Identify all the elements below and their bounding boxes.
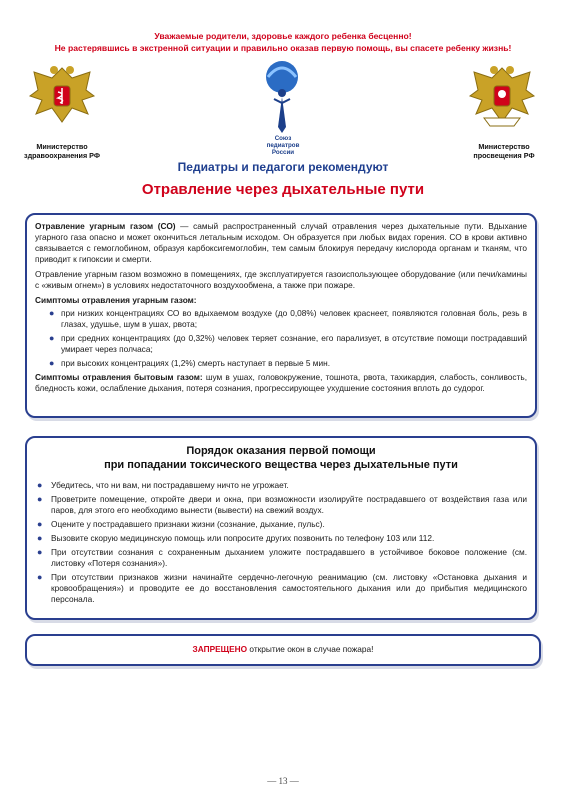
page-number: — 13 — bbox=[267, 776, 299, 786]
list-item-text: Оцените у пострадавшего признаки жизни (сознание, дыхание, пульс). bbox=[51, 519, 325, 529]
pediatricians-union-caption bbox=[255, 135, 311, 156]
list-item bbox=[35, 358, 527, 369]
first-aid-title-line-2: при попадании токсического вещества через дыхательные пути bbox=[104, 459, 458, 471]
org-center-line-3: России bbox=[271, 149, 295, 156]
household-gas-paragraph bbox=[35, 372, 527, 394]
bullet-icon: ● bbox=[49, 358, 55, 368]
org-left-line-1: Министерство bbox=[36, 142, 88, 151]
list-item bbox=[35, 519, 527, 530]
first-aid-title bbox=[35, 444, 527, 472]
warning-box bbox=[25, 634, 541, 666]
co-definition-paragraph bbox=[35, 221, 527, 265]
warning-text: открытие окон в случае пожара! bbox=[247, 644, 374, 654]
co-definition-text: — самый распространенный случай отравления через дыхательные пути. Вдыхание угарного газа опасно и может окончиться летальным исходом. Он образуется при любых видах горения. СО в крови активно связывается с гемоглобином, образуя карбоксигемоглобин, тем самым блокируя передачу кислорода органам и тканям, что приводит к гипоксии и смерти. bbox=[35, 221, 527, 264]
list-item-text: при средних концентрациях (до 0,32%) человек теряет сознание, его парализует, в отсутствие помощи пострадавший умирает через полчаса; bbox=[61, 333, 527, 354]
list-item-text: При отсутствии признаков жизни начинайте сердечно-легочную реанимацию (см. листовку «Остановка дыхания и кровообращения») и проводите ее до восстановления самостоятельного дыхания или до прибытия медицинского персонала. bbox=[51, 572, 527, 604]
poisoning-info-box bbox=[25, 213, 537, 418]
co-symptoms-heading bbox=[35, 295, 527, 306]
list-item bbox=[35, 533, 527, 544]
bullet-icon: ● bbox=[37, 533, 43, 543]
org-right-line-2: просвещения РФ bbox=[473, 151, 535, 160]
org-center-line-2: педиатров bbox=[266, 142, 300, 149]
household-gas-heading: Симптомы отравления бытовым газом: bbox=[35, 372, 203, 382]
bullet-icon: ● bbox=[37, 494, 43, 504]
recommendation-subtitle: Педиатры и педагоги рекомендуют bbox=[177, 160, 389, 174]
list-item bbox=[35, 333, 527, 355]
appeal-line-2: Не растерявшись в экстренной ситуации и правильно оказав первую помощь, вы спасете ребенку жизнь! bbox=[54, 43, 512, 53]
list-item bbox=[35, 547, 527, 569]
co-symptoms-heading-text: Симптомы отравления угарным газом: bbox=[35, 295, 197, 305]
list-item-text: При отсутствии сознания с сохраненным дыханием уложите пострадавшего в устойчивое боковое положение (см. листовку «Потеря сознания»). bbox=[51, 547, 527, 568]
list-item-text: при низких концентрациях СО во вдыхаемом воздухе (до 0,08%) человек краснеет, появляются головная боль, резь в глазах, удушье, шум в ушах, рвота; bbox=[61, 308, 527, 329]
list-item bbox=[35, 572, 527, 605]
list-item-text: при высоких концентрациях (1,2%) смерть наступает в первые 5 мин. bbox=[61, 358, 331, 368]
first-aid-steps-list bbox=[35, 480, 527, 605]
bullet-icon: ● bbox=[49, 308, 55, 318]
bullet-icon: ● bbox=[49, 333, 55, 343]
co-symptoms-list bbox=[35, 308, 527, 369]
bullet-icon: ● bbox=[37, 572, 43, 582]
first-aid-box bbox=[25, 436, 537, 620]
household-gas-text: шум в ушах, головокружение, тошнота, рвота, тахикардия, слабость, сонливость, бледность кожи, ослабление дыхания, потеря сознания, прогрессирующее ухудшение состояния вплоть до судорог. bbox=[35, 372, 527, 393]
bullet-icon: ● bbox=[37, 480, 43, 490]
warning-keyword: ЗАПРЕЩЕНО bbox=[192, 644, 248, 654]
co-conditions-paragraph: Отравление угарным газом возможно в помещениях, где эксплуатируется газоиспользующее оборудование (или печи/камины с «живым огнем») в условиях недостаточного воздухообмена, а также при пожаре. bbox=[35, 269, 527, 290]
org-right-line-1: Министерство bbox=[478, 142, 530, 151]
education-ministry-emblem-icon bbox=[462, 60, 542, 132]
bullet-icon: ● bbox=[37, 547, 43, 557]
education-ministry-caption bbox=[452, 142, 556, 160]
appeal-line-1: Уважаемые родители, здоровье каждого ребенка бесценно! bbox=[154, 31, 412, 41]
bullet-icon: ● bbox=[37, 519, 43, 529]
org-center-line-1: Союз bbox=[274, 135, 292, 142]
list-item-text: Вызовите скорую медицинскую помощь или попросите других позвонить по телефону 103 или 112. bbox=[51, 533, 435, 543]
health-ministry-caption bbox=[10, 142, 114, 160]
list-item bbox=[35, 480, 527, 491]
appeal-header bbox=[0, 30, 566, 54]
org-left-line-2: здравоохранения РФ bbox=[24, 151, 100, 160]
list-item bbox=[35, 308, 527, 330]
page-title: Отравление через дыхательные пути bbox=[141, 181, 425, 198]
co-term: Отравление угарным газом (СО) bbox=[35, 221, 176, 231]
list-item-text: Проветрите помещение, откройте двери и окна, при возможности изолируйте пострадавшего от воздействия газа или паров, для этого его необходимо вынести (вывести) на свежий воздух. bbox=[51, 494, 527, 515]
list-item bbox=[35, 494, 527, 516]
health-ministry-emblem-icon bbox=[22, 60, 102, 132]
list-item-text: Убедитесь, что ни вам, ни пострадавшему ничто не угрожает. bbox=[51, 480, 289, 490]
first-aid-title-line-1: Порядок оказания первой помощи bbox=[186, 445, 376, 457]
